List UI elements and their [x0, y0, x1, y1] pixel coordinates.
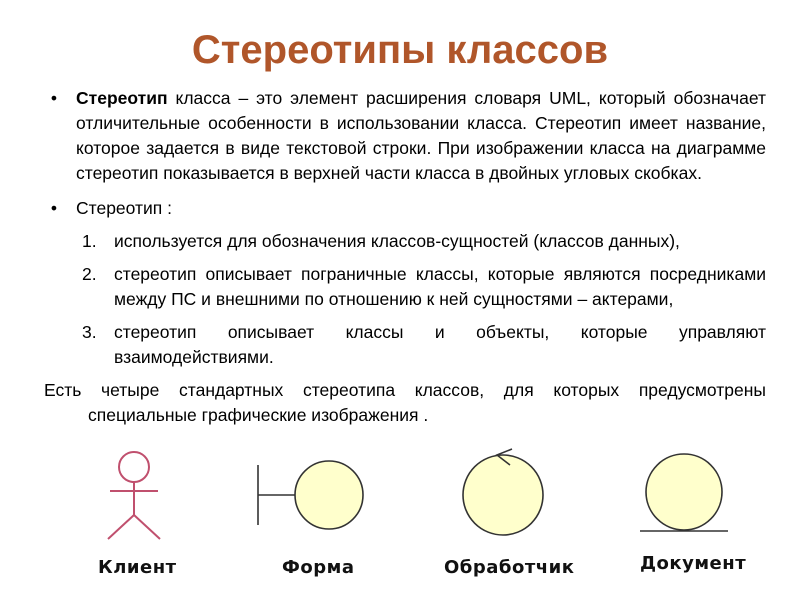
bullet-definition	[44, 86, 766, 186]
numbered-item-2	[44, 262, 766, 312]
list-item-text: стереотип описывает пограничные классы, которые являются посредниками между ПС и внешними по отношению к ней сущностями – актерами,	[114, 264, 766, 309]
bullet-lead-term: Стереотип	[76, 88, 168, 108]
bullet-dot-icon: •	[50, 198, 58, 218]
stereotype-icons-row	[0, 445, 800, 600]
bullet-text: Стереотип :	[76, 198, 172, 218]
slide-title: Стереотипы классов	[191, 28, 609, 72]
list-item-text: используется для обозначения классов-сущностей (классов данных),	[114, 231, 680, 251]
list-number: 2.	[82, 264, 97, 284]
numbered-item-3	[44, 320, 766, 370]
bullet-text: класса – это элемент расширения словаря UML, который обозначает отличительные особенности в использовании класса. Стереотип имеет название, которое задается в виде текстовой строки. При изображении класса на диаграмме стереотип показывается в верхней части класса в двойных угловых скобках.	[76, 88, 766, 183]
closing-text: Есть четыре стандартных стереотипа классов, для которых предусмотрены специальные графические изображения .	[44, 380, 766, 425]
caption-document: Документ	[640, 553, 747, 574]
caption-handler: Обработчик	[444, 557, 575, 578]
list-number: 1.	[82, 231, 97, 251]
list-number: 3.	[82, 322, 97, 342]
bullet-dot-icon: •	[50, 88, 58, 108]
boundary-icon	[258, 461, 363, 529]
entity-icon	[640, 454, 728, 531]
actor-icon	[108, 452, 160, 539]
slide-content	[44, 86, 766, 428]
numbered-item-1	[44, 229, 766, 254]
bullet-stereotype-intro	[44, 196, 766, 221]
control-icon	[463, 449, 543, 535]
closing-paragraph	[0, 378, 766, 428]
caption-form: Форма	[282, 557, 355, 578]
caption-client: Клиент	[98, 557, 177, 578]
list-item-text: стереотип описывает классы и объекты, которые управляют взаимодействиями.	[114, 322, 766, 367]
